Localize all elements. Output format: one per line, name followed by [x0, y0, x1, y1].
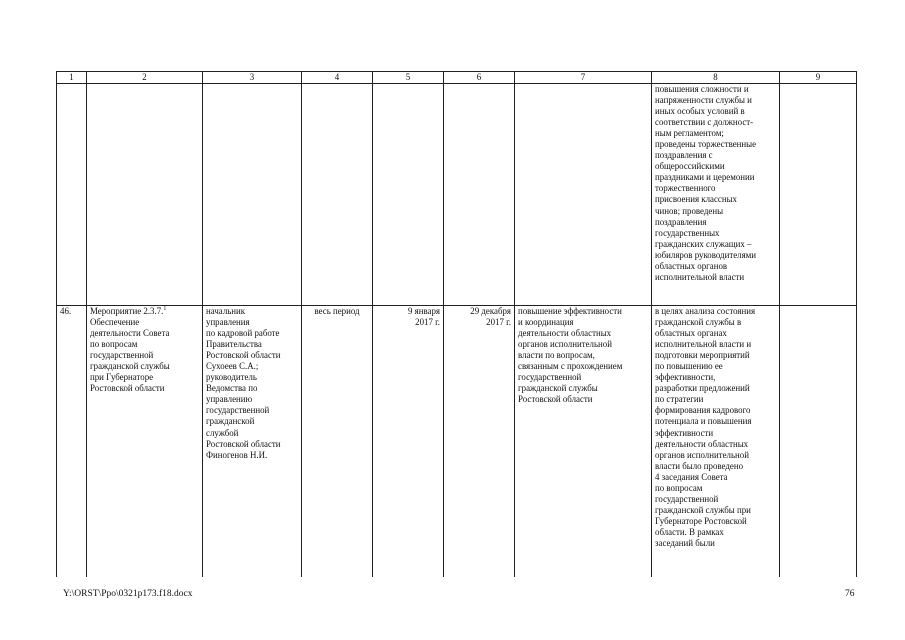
cont-cell-5 — [373, 84, 444, 306]
col-header-9: 9 — [780, 72, 857, 84]
cont-cell-4 — [302, 84, 373, 306]
page-number: 76 — [845, 589, 855, 599]
col-header-1: 1 — [57, 72, 87, 84]
table-row-46 — [57, 306, 857, 578]
event-title: Мероприятие 2.3.7. — [90, 306, 164, 316]
col-header-3: 3 — [203, 72, 302, 84]
col-header-8: 8 — [652, 72, 780, 84]
cont-cell-2 — [87, 84, 203, 306]
col-header-2: 2 — [87, 72, 203, 84]
column-numbers-row — [57, 72, 857, 84]
cont-cell-6 — [444, 84, 515, 306]
continuation-row — [57, 84, 857, 306]
note-cell — [780, 306, 857, 578]
responsible-cell: начальник управления по кадровой работе Правительства Ростовской области Сухоеев С.А.; руководитель Ведомства по управлению государственной гражданской службой Ростовской области Финогенов Н.И. — [203, 306, 302, 578]
cont-result-cell: повышения сложности и напряженности службы и иных особых условий в соответствии с должност- ным регламентом; проведены торжественные поздравления с общероссийскими праздниками и церемонии торжественного присвоения классных чинов; проведены поздравления государственных гражданских служащих – юбиляров руководителями областных органов исполнительной власти — [652, 84, 780, 306]
cont-cell-9 — [780, 84, 857, 306]
col-header-6: 6 — [444, 72, 515, 84]
actual-result-cell: в целях анализа состояния гражданской службы в областных органах исполнительной власти и подготовки мероприятий по повышению ее эффективности, разработки предложений по стратегии формирования кадрового потенциала и повышения эффективности деятельности областных органов исполнительной власти было проведено 4 заседания Совета по вопросам государственной гражданской службы при Губернаторе Ростовской области. В рамках заседаний были — [652, 306, 780, 578]
period-cell: весь период — [302, 306, 373, 578]
cont-cell-7 — [515, 84, 652, 306]
row-number: 46. — [57, 306, 87, 578]
plan-table — [56, 71, 857, 577]
expected-result-cell: повышение эффективности и координация деятельности областных органов исполнительной власти по вопросам, связанным с прохождением государственной гражданской службы Ростовской области — [515, 306, 652, 578]
start-date-cell: 9 января 2017 г. — [373, 306, 444, 578]
event-footnote-mark: 1 — [163, 306, 167, 312]
event-description: Обеспечение деятельности Совета по вопросам государственной гражданской службы при Губернаторе Ростовской области — [90, 317, 170, 394]
col-header-5: 5 — [373, 72, 444, 84]
col-header-7: 7 — [515, 72, 652, 84]
event-cell — [87, 306, 203, 578]
end-date-cell: 29 декабря 2017 г. — [444, 306, 515, 578]
footer-file-path: Y:\ORST\Ppo\0321p173.f18.docx — [63, 589, 193, 599]
cont-cell-1 — [57, 84, 87, 306]
col-header-4: 4 — [302, 72, 373, 84]
cont-cell-3 — [203, 84, 302, 306]
